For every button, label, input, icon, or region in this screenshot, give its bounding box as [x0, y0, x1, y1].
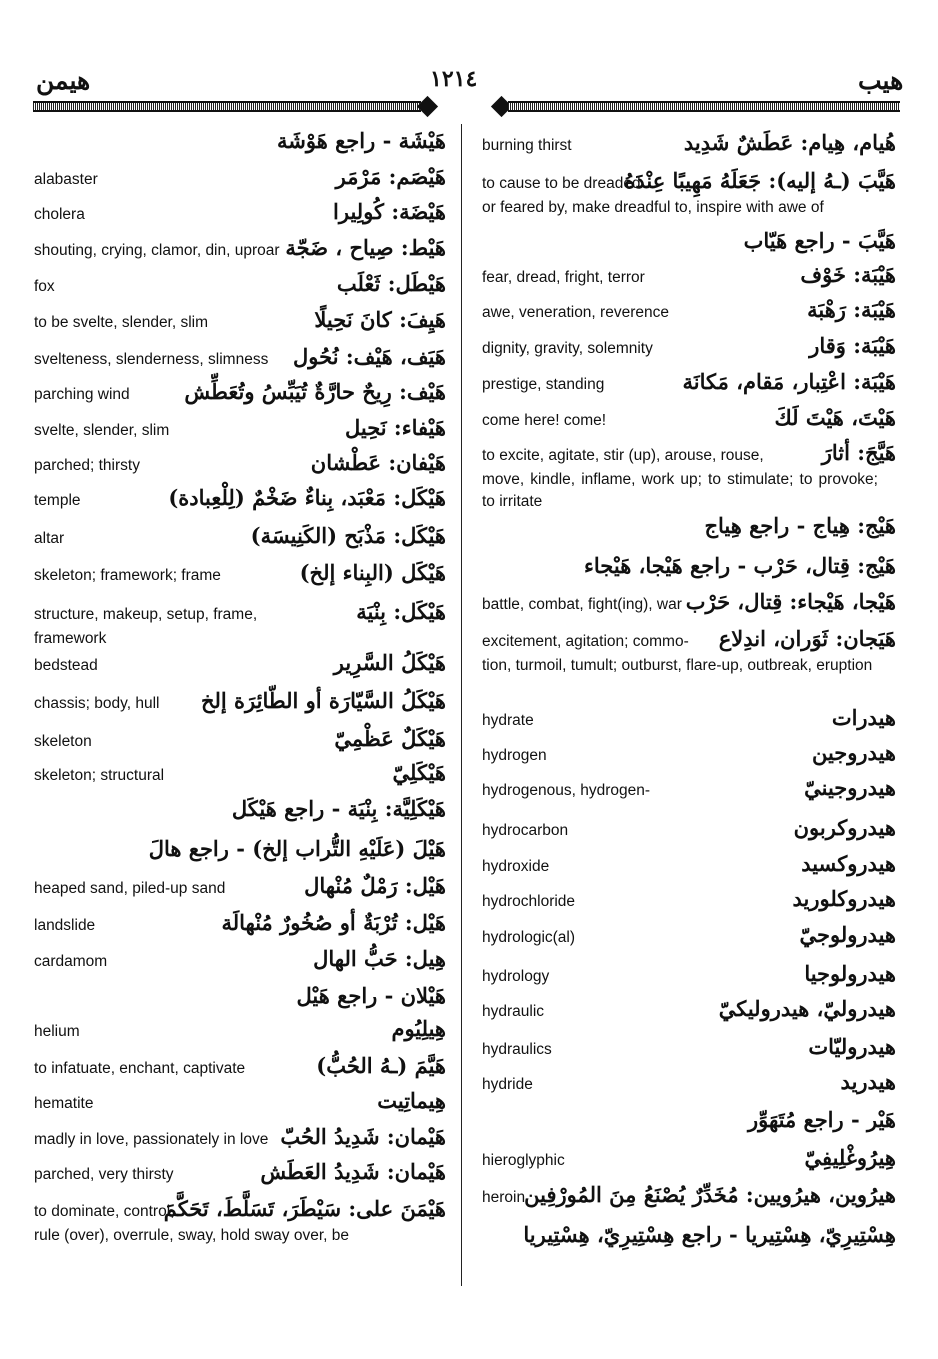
left-headword: هَيْل: تُرْبَةٌ أو صُخُورٌ مُنْهالَة	[221, 910, 446, 935]
right-translation: to cause to be dreaded	[482, 175, 641, 192]
left-headword: هَيَف، هَيْف: نُحُول	[293, 344, 446, 369]
right-headword: هَيَجان: ثَوَران، اندِلاع	[718, 626, 896, 651]
left-headword: هَيْكَلُ السَّرِير	[333, 650, 446, 675]
left-translation: hematite	[34, 1095, 94, 1112]
right-headword: هَيْجا، هَيْجاء: قِتال، حَرْب	[685, 589, 896, 614]
left-translation: parched; thirsty	[34, 457, 140, 474]
left-headword: هَيْكَلِيّ	[392, 760, 446, 785]
left-headword: هَيْكَل: مَعْبَد، بِناءٌ ضَخْمٌ (لِلْعِبادة)	[168, 485, 446, 510]
running-head-left: هيمن	[36, 68, 91, 95]
left-translation: to be svelte, slender, slim	[34, 314, 209, 331]
right-headword: هيدريد	[840, 1069, 896, 1094]
right-translation-continued: or feared by, make dreadful to, inspire with awe of	[482, 199, 824, 216]
right-headword: هَيَّبَ (ـهُ إليه): جَعَلَهُ مَهِيبًا عِنْدَهُ	[624, 168, 896, 193]
right-headword: هيدرولوجيّ	[799, 922, 896, 947]
right-headword: هيدروجينيّ	[804, 775, 896, 800]
left-translation: chassis; body, hull	[34, 695, 160, 712]
left-translation: cardamom	[34, 953, 108, 970]
page-number: ١٢١٤	[430, 66, 478, 91]
right-headword: هَيْبَة: اعْتِبار، مَقام، مَكانَة	[682, 369, 896, 394]
right-translation: hieroglyphic	[482, 1152, 565, 1169]
right-headword: هيدرات	[831, 705, 896, 730]
left-translation: helium	[34, 1023, 80, 1040]
left-translation: landslide	[34, 917, 96, 934]
left-headword: هَيَّمَ (ـهُ الحُبُّ)	[316, 1053, 446, 1078]
right-headword: هيدروليّات	[808, 1034, 896, 1059]
left-headword: هَيْلان - راجع هَيْل	[296, 983, 446, 1008]
right-headword: هَيَّجَ: أثارَ	[821, 440, 896, 465]
right-headword: هَيْج: هِياج - راجع هِياج	[704, 513, 896, 538]
right-translation: dignity, gravity, solemnity	[482, 340, 653, 357]
left-headword: هَيْطَل: ثَعْلَب	[336, 271, 446, 296]
left-headword: هَيْكَلٌ عَظْمِيّ	[334, 726, 446, 751]
right-translation: fear, dread, fright, terror	[482, 269, 645, 286]
left-translation-continued: rule (over), overrule, sway, hold sway over, be	[34, 1227, 350, 1244]
left-headword: هَيْضَة: كُولِيرا	[333, 199, 446, 224]
left-headword: هَيْفاء: نَحِيل	[344, 415, 446, 440]
left-translation: shouting, crying, clamor, din, uproar	[34, 242, 280, 259]
right-translation: hydraulics	[482, 1041, 552, 1058]
right-headword: هَيْر - راجع مُتَهَوِّر	[747, 1107, 896, 1132]
left-translation: structure, makeup, setup, frame,	[34, 606, 258, 623]
left-translation: to infatuate, enchant, captivate	[34, 1060, 246, 1077]
left-headword: هَيْط: صِياح ، ضَجّة	[285, 235, 446, 260]
left-headword: هِيماتِيت	[377, 1088, 446, 1113]
right-translation: excitement, agitation; commo-	[482, 633, 689, 650]
right-translation: hydrogen	[482, 747, 547, 764]
left-translation: skeleton; structural	[34, 767, 165, 784]
left-headword: هَيْل: رَمْلٌ مُنْهال	[304, 873, 446, 898]
left-translation: skeleton; framework; frame	[34, 567, 221, 584]
right-translation: hydrogenous, hydrogen-	[482, 782, 651, 799]
left-translation: fox	[34, 278, 55, 295]
left-translation: to dominate, control,	[34, 1203, 175, 1220]
right-headword: هَيْبَة: رَهْبَة	[807, 297, 896, 322]
left-translation: heaped sand, piled-up sand	[34, 880, 226, 897]
left-translation: altar	[34, 530, 65, 547]
right-translation-continued: move, kindle, inflame, work up; to stimulate; to provoke; to irritate	[482, 471, 878, 510]
column-divider	[461, 124, 462, 1286]
right-translation: hydrate	[482, 712, 534, 729]
right-headword: هِسْتِيرِيّ، هِسْتِيريا - راجع هِسْتِيرِيّ، هِسْتِيريا	[523, 1222, 896, 1247]
right-translation: prestige, standing	[482, 376, 605, 393]
left-translation: skeleton	[34, 733, 92, 750]
right-translation: to excite, agitate, stir (up), arouse, rouse,	[482, 447, 764, 464]
right-headword: هيدروكسيد	[801, 851, 896, 876]
right-headword: هِيرُوغْلِيفِيّ	[804, 1145, 896, 1170]
right-translation: hydride	[482, 1076, 533, 1093]
left-translation: cholera	[34, 206, 85, 223]
right-translation-continued: tion, turmoil, tumult; outburst, flare-up, outbreak, eruption	[482, 657, 873, 674]
right-headword: هَيْتَ، هَيْتَ لَكَ	[774, 405, 896, 430]
right-headword: هَيْج: قِتال، حَرْب - راجع هَيْجا، هَيْجاء	[584, 553, 896, 578]
left-translation: parching wind	[34, 386, 130, 403]
left-headword: هَيْمان: شَدِيدُ العَطَش	[260, 1159, 446, 1184]
left-headword: هِيلِيُوم	[391, 1016, 446, 1041]
right-headword: هَيَّبَ - راجع هَيّاب	[743, 228, 896, 253]
right-headword: هيرُوين، هيرُويين: مُخَدِّرٌ يُصْنَعُ مِنَ المُورْفِين	[524, 1182, 896, 1207]
left-translation: madly in love, passionately in love	[34, 1131, 269, 1148]
right-translation: hydrology	[482, 968, 550, 985]
right-translation: hydrologic(al)	[482, 929, 576, 946]
left-headword: هَيْكَلُ السَّيّارَة أو الطّائِرَة إلخ	[200, 688, 446, 713]
right-headword: هَيْبَة: وَقار	[809, 333, 896, 358]
left-translation-continued: framework	[34, 630, 107, 647]
right-translation: awe, veneration, reverence	[482, 304, 669, 321]
left-headword: هَيْمان: شَدِيدُ الحُبّ	[280, 1124, 446, 1149]
right-translation: hydraulic	[482, 1003, 545, 1020]
left-headword: هَيْكَل: بِنْيَة	[356, 599, 446, 624]
right-headword: هيدروكلوريد	[792, 886, 896, 911]
right-headword: هيدرولوجيا	[804, 961, 896, 986]
running-head-right: هيب	[858, 68, 904, 95]
left-headword: هَيْفان: عَطْشان	[310, 450, 446, 475]
left-headword: هَيِفَ: كانَ نَحِيلًا	[314, 307, 446, 332]
left-headword: هَيْكَلِيَّة: بِنْيَة - راجع هَيْكَل	[231, 796, 446, 821]
right-translation: heroin	[482, 1189, 526, 1206]
right-headword: هُيام، هِيام: عَطَشٌ شَدِيد	[683, 130, 896, 155]
left-headword: هَيْف: رِيحٌ حارَّةٌ تُيَبِّسُ وتُعَطِّش	[184, 379, 446, 404]
left-headword: هَيْمَنَ على: سَيْطَرَ، تَسَلَّطَ، تَحَكَّمَ	[163, 1196, 446, 1221]
right-headword: هيدروجين	[811, 740, 896, 765]
left-headword: هَيْكَل (البِناء إلخ)	[299, 560, 446, 585]
header-rule-right	[508, 101, 900, 112]
left-headword: هَيْصَم: مَرْمَر	[335, 164, 446, 189]
left-translation: svelteness, slenderness, slimness	[34, 351, 269, 368]
right-translation: come here! come!	[482, 412, 607, 429]
left-headword: هَيْكَل: مَذْبَح (الكَنِيسَة)	[250, 523, 446, 548]
left-headword: هِيل: حَبُّ الهال	[313, 946, 446, 971]
right-translation: hydroxide	[482, 858, 550, 875]
left-translation: svelte, slender, slim	[34, 422, 170, 439]
left-translation: parched, very thirsty	[34, 1166, 174, 1183]
header-rule-left	[33, 101, 421, 112]
header-ornament-left	[417, 96, 438, 117]
right-headword: هيدروليّ، هيدروليكيّ	[718, 996, 896, 1021]
left-translation: bedstead	[34, 657, 98, 674]
left-headword: هَيْشَة - راجع هَوْشَة	[277, 128, 446, 153]
right-headword: هيدروكربون	[793, 815, 896, 840]
left-headword: هَيْلَ (عَلَيْهِ التُّراب إلخ) - راجع هالَ	[148, 836, 446, 861]
right-headword: هَيْبَة: خَوْف	[800, 262, 896, 287]
right-translation: hydrochloride	[482, 893, 576, 910]
left-translation: temple	[34, 492, 81, 509]
left-translation: alabaster	[34, 171, 98, 188]
right-translation: battle, combat, fight(ing), war	[482, 596, 682, 613]
right-translation: hydrocarbon	[482, 822, 569, 839]
right-translation: burning thirst	[482, 137, 572, 154]
